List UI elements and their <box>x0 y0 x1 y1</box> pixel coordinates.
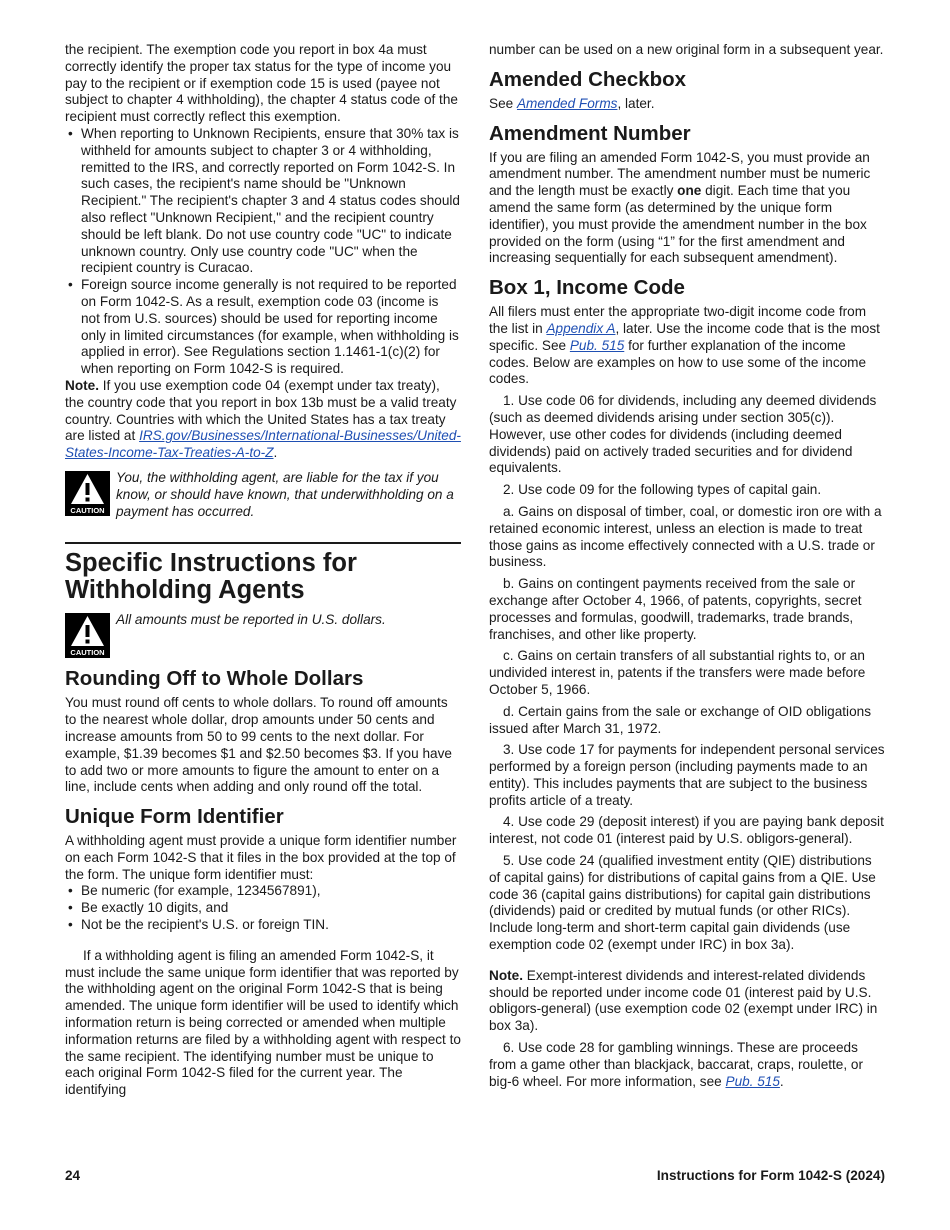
caution-label: CAUTION <box>70 505 105 515</box>
text: If you are filing an amended Form 1042-S, you must provide an amendment number. The amendment number must be numeric and the length must be exactly <box>489 149 871 199</box>
note-paragraph <box>65 378 461 462</box>
section-divider <box>65 542 461 604</box>
paragraph: number can be used on a new original form in a subsequent year. <box>489 42 884 57</box>
paragraph <box>489 96 885 113</box>
paragraph: If a withholding agent is filing an amended Form 1042-S, it must include the same unique form identifier that was reported by the withholding agent on the original Form 1042-S that is being amended. The unique form identifier will be used to identify which information return is being corrected or amended when multiple information returns are filed by a withholding agent with respect to the same recipient. The identifying number must be unique to each original Form 1042-S filed for the current year. The identifying <box>65 947 461 1098</box>
list-item: 3. Use code 17 for payments for independent personal services performed by a foreign person (including payments made to an entity). This includes payments that are subject to the business profits article of a treaty. <box>489 742 885 808</box>
amended-forms-link[interactable]: Amended Forms <box>516 95 618 111</box>
list-item: 1. Use code 06 for dividends, including any deemed dividends (such as deemed dividends arising under section 305(c)). However, use other codes for dividends (including deemed dividends) paid on actively traded securities and for dividend equivalents. <box>489 393 877 476</box>
paragraph: A withholding agent must provide a unique form identifier number on each Form 1042-S that it files in the box provided at the top of the form. The unique form identifier must: <box>65 833 457 882</box>
list-item: • Not be the recipient's U.S. or foreign TIN. <box>65 917 461 934</box>
text: . <box>779 1073 784 1089</box>
paragraph <box>489 150 885 268</box>
heading-amended-checkbox: Amended Checkbox <box>489 67 687 91</box>
caution-icon <box>65 471 110 516</box>
text: All filers must enter the appropriate two-digit income code from the list in <box>489 304 867 336</box>
list-item: 2. Use code 09 for the following types of capital gain. <box>503 482 822 498</box>
bold-text: one <box>677 183 702 199</box>
page-number: 24 <box>65 1168 81 1183</box>
heading-box1-income-code: Box 1, Income Code <box>489 276 685 300</box>
caution-label: CAUTION <box>70 648 105 658</box>
see-text: See <box>489 95 514 111</box>
treaties-link[interactable]: IRS.gov/Businesses/International-Businesses/United-States-Income-Tax-Treaties-A-to-Z <box>65 428 461 461</box>
note-label: Note. <box>65 377 99 393</box>
note-label: Note. <box>489 967 523 983</box>
caution-block <box>65 612 461 658</box>
list-item: • Be numeric (for example, 1234567891), <box>65 883 461 900</box>
list-item: 5. Use code 24 (qualified investment entity (QIE) distributions of capital gains) for distributions of capital gains from a QIE. Use code 36 (capital gains distributions) for capital gain distributions (dividends) paid or credited by mutual funds (or other RICs). Include long-term and short-term capital gain dividends (use exemption code 02 (exempt under IRC) in box 3a). <box>489 853 876 953</box>
caution-text: You, the withholding agent, are liable for the tax if you know, or should have known, that underwithholding on a payment has occurred. <box>116 469 454 519</box>
pub-515-link[interactable]: Pub. 515 <box>569 337 625 353</box>
heading-amendment-number: Amendment Number <box>489 121 691 145</box>
heading-rounding: Rounding Off to Whole Dollars <box>65 667 364 691</box>
text: 6. Use code 28 for gambling winnings. These are proceeds from a game other than blackjack, baccarat, craps, roulette, or big-6 wheel. For more information, see <box>489 1040 864 1089</box>
caution-icon <box>65 613 110 658</box>
note-text: Exempt-interest dividends and interest-related dividends should be reported under income code 01 (interest paid by U.S. obligors-general) (use exemption code 02 (exempt under IRC) in box 3a). <box>489 967 878 1034</box>
list-item: • Be exactly 10 digits, and <box>65 900 461 917</box>
list-item <box>489 1040 885 1090</box>
list-item: b. Gains on contingent payments received from the sale or exchange after October 4, 1966, of patents, copyrights, secret processes and formulas, goodwill, trademarks, trade brands, franchises, and other like property. <box>489 576 862 642</box>
appendix-a-link[interactable]: Appendix A <box>546 320 616 336</box>
footer-form-title: Instructions for Form 1042-S (2024) <box>656 1168 885 1183</box>
text: digit. Each time that you amend the same form (as determined by the unique form identifier), you must provide the amendment number in the box provided on the form (using “1” for the first amendment and increasing sequentially for each subsequent amendment). <box>489 183 867 266</box>
paragraph: You must round off cents to whole dollars. To round off amounts to the nearest whole dollar, drop amounts under 50 cents and increase amounts from 50 to 99 cents to the next dollar. For example, $1.39 becomes $1 and $2.50 becomes $3. If you have to add two or more amounts to figure the amount to enter on a line, include cents when adding and only round off the total. <box>65 695 452 795</box>
note-end: . <box>273 445 278 461</box>
list-item: a. Gains on disposal of timber, coal, or domestic iron ore with a retained economic interest, unless an election is made to treat those gains as income effectively connected with a U.S. trade or business. <box>489 503 882 570</box>
text: , later. Use the income code that is the most specific. See <box>489 320 880 353</box>
heading-unique-form-identifier: Unique Form Identifier <box>65 805 284 829</box>
paragraph <box>489 304 885 388</box>
bullet-foreign-source: • Foreign source income generally is not required to be reported on Form 1042-S. As a result, exemption code 03 (income is not from U.S. sources) should be used for reporting income only in limited circumstances (for example, when withholding is applied in error). See Regulations section 1.1461-1(c)(2) for when reporting on Form 1042-S is required. <box>65 277 461 378</box>
pub-515-link[interactable]: Pub. 515 <box>725 1073 780 1089</box>
note-text: If you use exemption code 04 (exempt under tax treaty), the country code that you report in box 13b must be a valid treaty country. Countries with which the United States has a tax treaty are listed at <box>65 377 457 444</box>
caution-block <box>65 470 461 520</box>
paragraph: the recipient. The exemption code you report in box 4a must correctly identify the proper tax status for the type of income you pay to the recipient or if exemption code 15 is used (payee not subject to chapter 4 withholding), the chapter 4 status code of the recipient must correctly reflect this exemption. <box>65 42 458 125</box>
bullet-unknown-recipients: • When reporting to Unknown Recipients, ensure that 30% tax is withheld for amounts subject to chapter 3 or 4 withholding, remitted to the IRS, and correctly reported on Form 1042-S. In such cases, the recipient's name should be "Unknown Recipient." The recipient's chapter 3 and 4 status codes should also reflect "Unknown Recipient," and the recipient country should be left blank. Do not use country code "UC" to indicate unknown country. Only use country code "UC" when the recipient country is Curacao. <box>65 126 461 277</box>
text: for further explanation of the income codes. Below are examples on how to use some of the income codes. <box>489 337 867 387</box>
later-text: , later. <box>617 95 655 111</box>
list-item: 4. Use code 29 (deposit interest) if you are paying bank deposit interest, not code 01 (interest paid by U.S. obligors-general). <box>489 814 884 847</box>
list-item: d. Certain gains from the sale or exchange of OID obligations issued after March 31, 1972. <box>489 703 871 736</box>
left-column <box>65 42 461 1099</box>
list-item: c. Gains on certain transfers of all substantial rights to, or an undivided interest in, patents if the transfers were made before October 5, 1966. <box>489 648 866 697</box>
section-title: Specific Instructions for Withholding Agents <box>65 549 357 605</box>
caution-text: All amounts must be reported in U.S. dollars. <box>116 612 386 628</box>
note-paragraph <box>489 968 885 1035</box>
right-column <box>489 42 885 1090</box>
